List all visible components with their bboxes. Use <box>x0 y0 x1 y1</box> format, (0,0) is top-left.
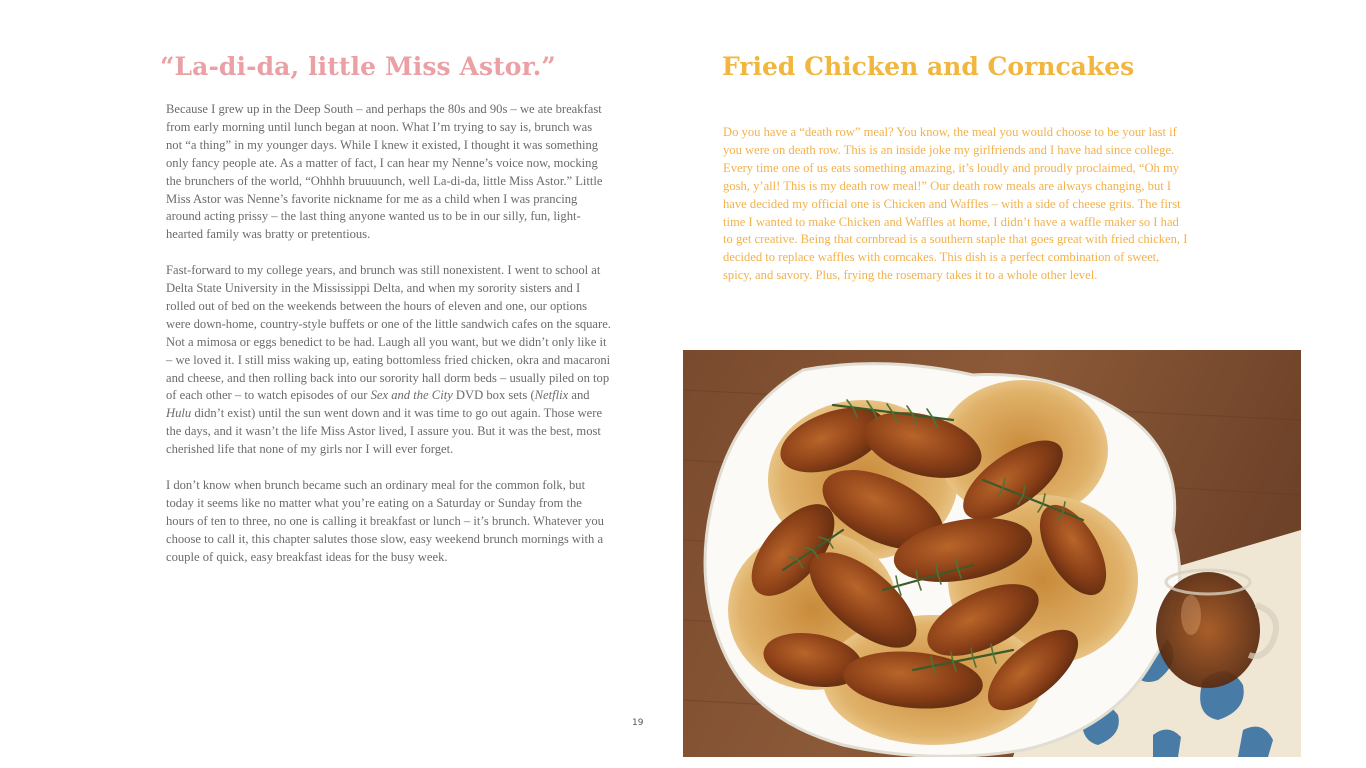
italic-title-text: Netflix <box>534 388 569 403</box>
paragraph-text: and <box>568 388 590 403</box>
chapter-intro-text <box>166 101 611 584</box>
paragraph-text: I don’t know when brunch became such an ordinary meal for the common folk, but today it seems like no matter what you’re eating on a Saturday or Sunday from the hours of ten to three, no one is calling it breakfast or lunch – it’s brunch. Whatever you choose to call it, this chapter salutes those slow, easy weekend brunch mornings with a couple of quick, easy breakfast ideas for the busy week. <box>166 478 604 564</box>
recipe-intro: Do you have a “death row” meal? You know, the meal you would choose to be your last if you were on death row. This is an inside joke my girlfriends and I have had since college. Every time one of us eats something amazing, it’s loudly and proudly proclaimed, “Oh my gosh, y’all! This is my death row meal!” Our death row meals are always changing, but I have decided my official one is Chicken and Waffles – with a side of cheese grits. The first time I wanted to make Chicken and Waffles at home, I didn’t have a waffle maker so I had to get creative. Being that cornbread is a southern staple that goes great with fried chicken, I decided to replace waffles with corncakes. This dish is a perfect combination of sweet, spicy, and savory. Plus, frying the rosemary takes it to a whole other level. <box>723 125 1188 283</box>
paragraph-text: Because I grew up in the Deep South – and perhaps the 80s and 90s – we ate breakfast from early morning until lunch began at noon. What I’m trying to say is, brunch was not “a thing” in my younger days. While I knew it existed, I thought it was something only fancy people ate. As a matter of fact, I can hear my Nenne’s voice now, mocking the brunchers of the world, “Ohhhh bruuuunch, well La-di-da, little Miss Astor.” Little Miss Astor was Nenne’s favorite nickname for me as a child when I was prancing around acting prissy – the last thing anyone wanted us to be in our silly, fun, light-hearted family was bratty or pretentious. <box>166 102 603 242</box>
italic-title-text: Sex and the City <box>370 388 453 403</box>
body-paragraph <box>166 101 611 244</box>
paragraph-text: didn’t exist) until the sun went down and it was time to go out again. Those were the days, and it wasn’t the life Miss Astor lived, I assure you. But it was the best, most cherished life that none of my girls nor I will ever forget. <box>166 406 603 457</box>
paragraph-text: Fast-forward to my college years, and brunch was still nonexistent. I went to school at Delta State University in the Mississippi Delta, and when my sorority sisters and I rolled out of bed on the weekends between the hours of eleven and one, our options were down-home, country-style buffets or one of the little sandwich cafes on the square. Not a mimosa or eggs benedict to be had. Laugh all you want, but we didn’t only like it – we loved it. I still miss waking up, eating bottomless fried chicken, okra and macaroni and cheese, and then rolling back into our sorority hall dorm beds – usually piled on top of each other – to watch episodes of our <box>166 263 611 403</box>
chapter-title: “La-di-da, little Miss Astor.” <box>160 52 556 81</box>
paragraph-text: DVD box sets ( <box>452 388 535 403</box>
page-number: 19 <box>632 718 644 728</box>
fried-chicken-corncakes-photo <box>683 350 1301 757</box>
italic-title-text: Hulu <box>166 406 192 421</box>
body-paragraph <box>166 477 611 567</box>
body-paragraph <box>166 262 611 459</box>
recipe-title: Fried Chicken and Corncakes <box>722 52 1135 81</box>
